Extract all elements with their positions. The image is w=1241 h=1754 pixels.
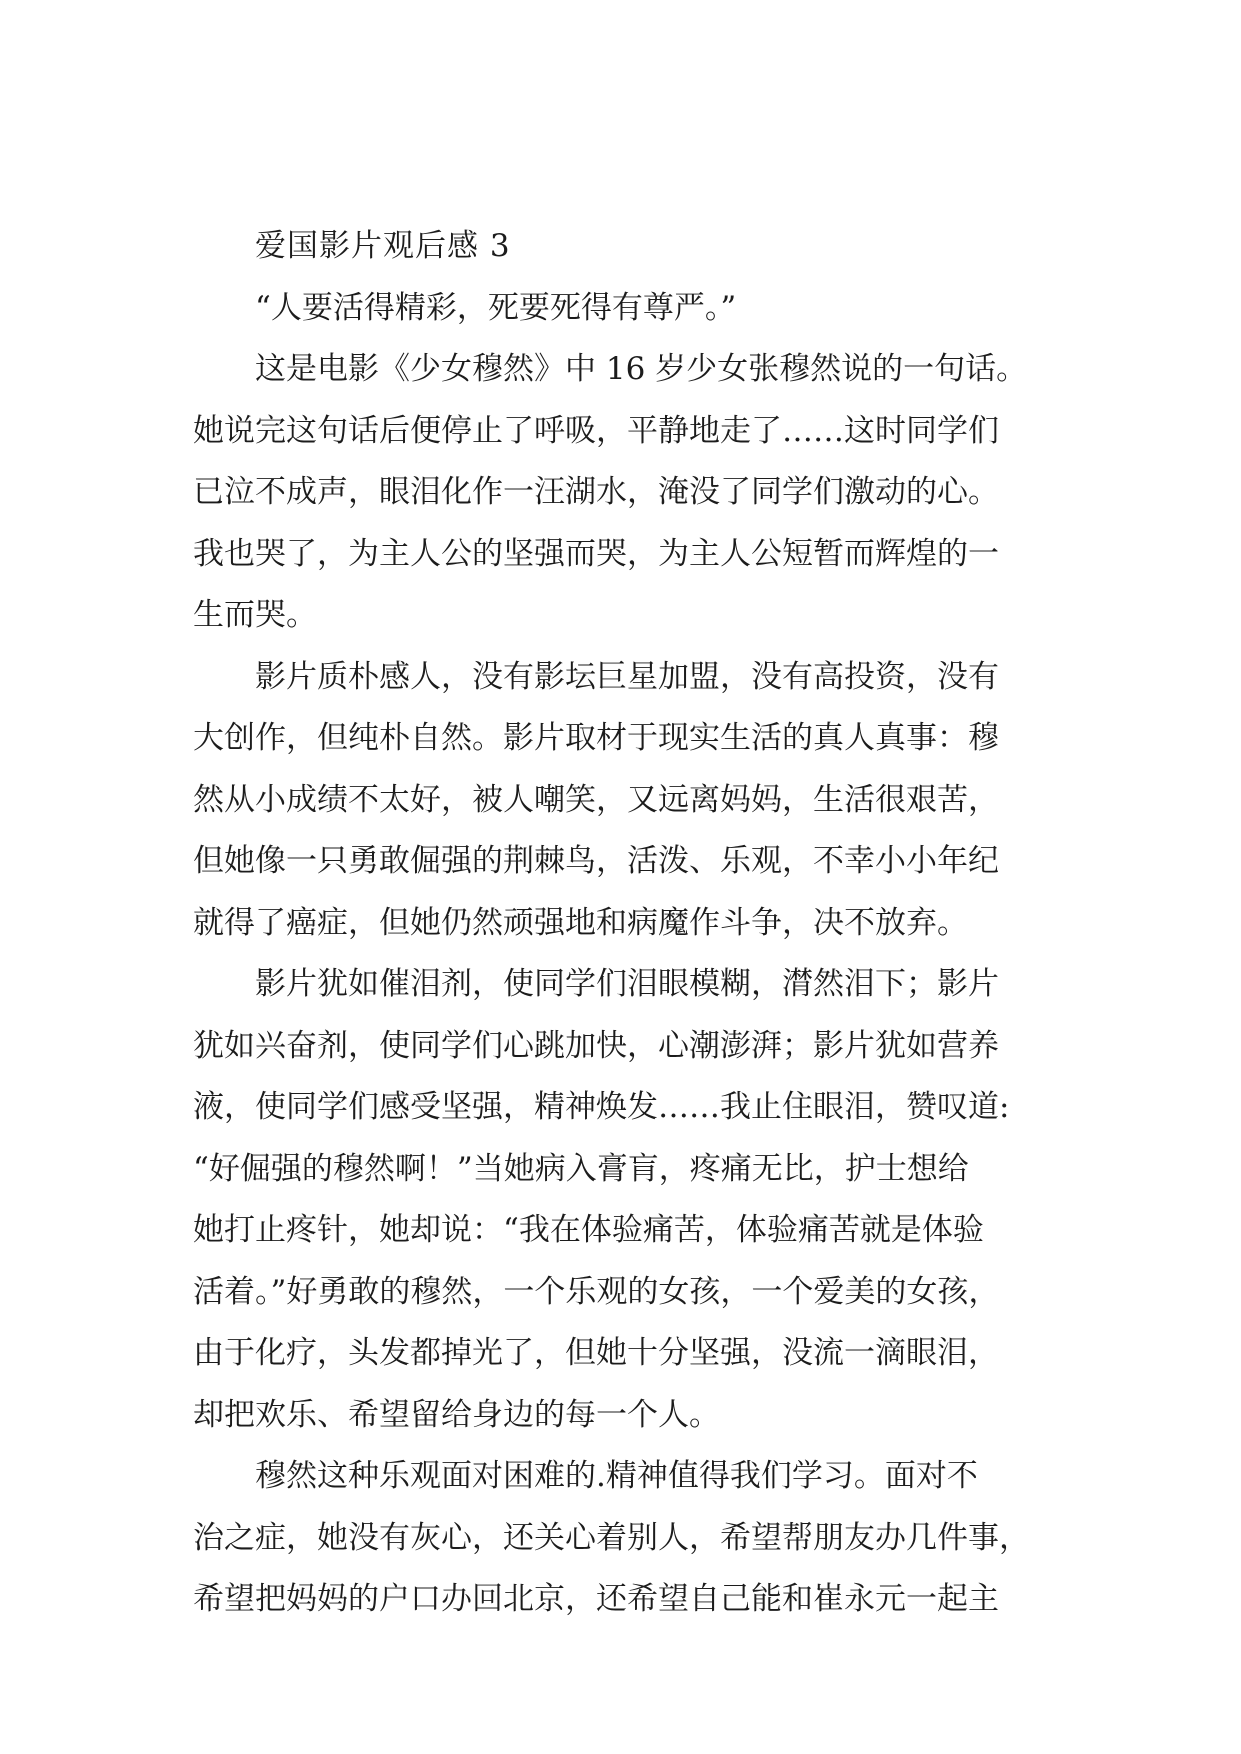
paragraph-3-line-7: 由于化疗，头发都掉光了，但她十分坚强，没流一滴眼泪，	[193, 1335, 999, 1371]
document-title: 爱国影片观后感 3	[255, 228, 511, 264]
paragraph-2-line-5: 就得了癌症，但她仍然顽强地和病魔作斗争，决不放弃。	[193, 904, 968, 941]
paragraph-4-line-2: 治之症，她没有灰心，还关心着别人，希望帮朋友办几件事，	[193, 1519, 1030, 1556]
paragraph-1-line-2: 她说完这句话后便停止了呼吸，平静地走了……这时同学们	[193, 412, 999, 449]
paragraph-1-line-4: 我也哭了，为主人公的坚强而哭，为主人公短暂而辉煌的一	[193, 535, 999, 572]
paragraph-2-line-1: 影片质朴感人，没有影坛巨星加盟，没有高投资，没有	[255, 658, 999, 695]
paragraph-3-line-4: “好倔强的穆然啊！”当她病入膏肓，疼痛无比，护士想给	[193, 1150, 969, 1187]
paragraph-3-line-3: 液，使同学们感受坚强，精神焕发……我止住眼泪，赞叹道:	[193, 1089, 1010, 1125]
document-body	[193, 216, 1055, 1631]
paragraph-2-line-4: 但她像一只勇敢倔强的荆棘鸟，活泼、乐观，不幸小小年纪	[193, 843, 999, 879]
paragraph-3-line-2: 犹如兴奋剂，使同学们心跳加快，心潮澎湃；影片犹如营养	[193, 1027, 999, 1064]
paragraph-1-line-3: 已泣不成声，眼泪化作一汪湖水，淹没了同学们激动的心。	[193, 474, 999, 510]
paragraph-3-line-5: 她打止疼针，她却说：“我在体验痛苦，体验痛苦就是体验	[193, 1212, 984, 1248]
paragraph-2-line-3: 然从小成绩不太好，被人嘲笑，又远离妈妈，生活很艰苦，	[193, 781, 999, 818]
paragraph-2-line-2: 大创作，但纯朴自然。影片取材于现实生活的真人真事：穆	[193, 720, 999, 756]
paragraph-3-line-8: 却把欢乐、希望留给身边的每一个人。	[193, 1396, 720, 1433]
paragraph-3-line-6: 活着。”好勇敢的穆然，一个乐观的女孩，一个爱美的女孩，	[193, 1273, 1000, 1310]
paragraph-4-line-1: 穆然这种乐观面对困难的.精神值得我们学习。面对不	[255, 1458, 978, 1494]
quote-line: “人要活得精彩，死要死得有尊严。”	[255, 289, 737, 326]
paragraph-1-line-5: 生而哭。	[193, 597, 317, 633]
paragraph-4-line-3: 希望把妈妈的户口办回北京，还希望自己能和崔永元一起主	[193, 1581, 999, 1617]
paragraph-3-line-1: 影片犹如催泪剂，使同学们泪眼模糊，潸然泪下；影片	[255, 966, 999, 1002]
paragraph-1-line-1: 这是电影《少女穆然》中 16 岁少女张穆然说的一句话。	[255, 351, 1028, 387]
